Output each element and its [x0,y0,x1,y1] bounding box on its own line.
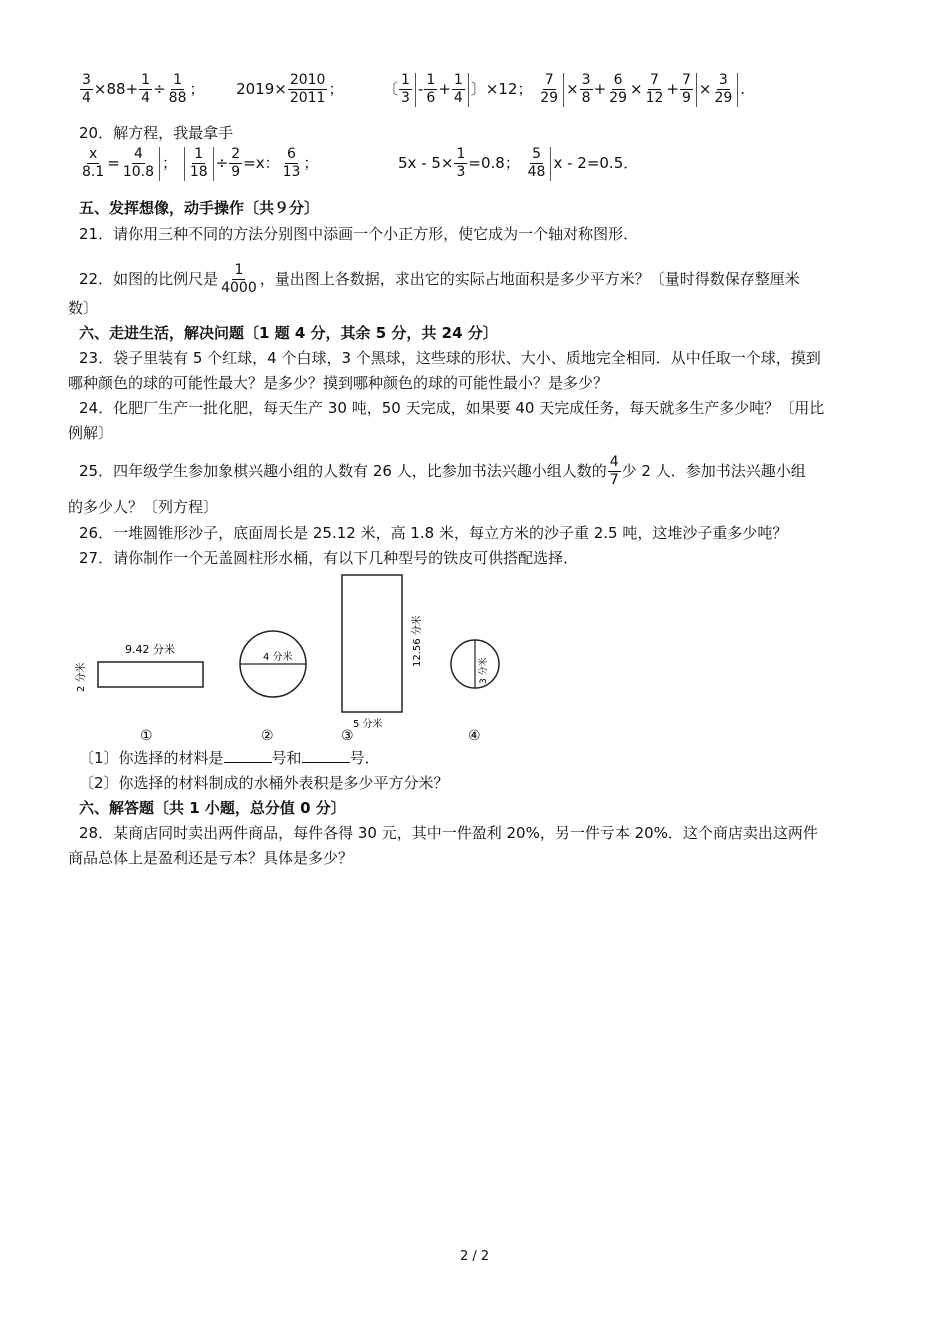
shape-3-number: ③ [341,728,354,744]
q22-cont: 数〕 [68,299,99,317]
q20-eq1: $\frac{x}{8.1}$ = $\frac{4}{10.8}$ ； [82,146,178,180]
q24-line2: 例解〕 [68,424,114,442]
shape-4-number: ④ [468,728,481,744]
shape-2-number: ② [261,728,274,744]
q24-line1: 24．化肥厂生产一批化肥，每天生产 30 吨，50 天完成，如果要 40 天完成任务，每天就多生产多少吨？〔用比 [79,399,825,417]
shape-3-rectangle [342,575,402,712]
q19-expr1: $\frac{3}{4}$ ×88+ $\frac{1}{4}$ ÷ $\frac{1}{88}$ ； [82,72,205,106]
q20-eq4: $\frac{5}{48}$ x - 2=0.5． [527,146,639,180]
shape-2-label: 4 分米 [263,652,293,663]
shape-3-bottom-label: 5 分米 [353,719,383,730]
q23-line1: 23．袋子里装有 5 个红球，4 个白球，3 个黑球，这些球的形状、大小、质地完全相同．从中任取一个球，摸到 [79,349,821,367]
section-6b-heading: 六、解答题〔共 1 小题，总分值 0 分〕 [79,799,346,817]
q20-eq2: $\frac{1}{18}$ ÷ $\frac{2}{9}$ =x： $\frac{6}{13}$ ； [182,154,323,172]
section-6-heading: 六、走进生活，解决问题〔1 题 4 分，其余 5 分，共 24 分〕 [79,324,498,342]
shape-1-number: ① [140,728,153,744]
section-5-heading: 五、发挥想像，动手操作〔共９分〕 [79,199,320,217]
q21: 21．请你用三种不同的方法分别图中添画一个小正方形，使它成为一个轴对称图形． [79,225,639,243]
q19-expressions [79,72,745,107]
q27-part1: 〔1〕你选择的材料是 号和 号． [79,749,380,767]
q27: 27．请你制作一个无盖圆柱形水桶，有以下几种型号的铁皮可供搭配选择． [79,549,579,567]
q25: 25．四年级学生参加象棋兴趣小组的人数有 26 人，比参加书法兴趣小组人数的 $\frac{4}{7}$ 少 2 人．参加书法兴趣小组 [79,454,806,488]
material-blank-1[interactable] [224,748,272,763]
materials-figure [70,572,530,747]
q22: 22．如图的比例尺是 $\frac{1}{4000}$ ，量出图上各数据，求出它的实际占地面积是多少平方米？〔量时得数保存整厘米 [79,262,800,296]
shape-4-label: 3 分米 [479,657,489,684]
q28-line2: 商品总体上是盈利还是亏本？具体是多少？ [68,849,354,867]
shape-1-side-label: 2 分米 [76,662,87,692]
q19-expr4: $\frac{7}{29}$ × $\frac{3}{8}$ + $\frac{6}{29}$ × $\frac{7}{12}$ + $\frac{7}{9}$ × $\frac{3}{29}$ . [540,72,746,106]
shape-1-rectangle [98,662,203,687]
q25-cont: 的多少人？〔列方程〕 [68,498,219,516]
q20-eq3: 5x - 5× $\frac{1}{3}$ =0.8； [398,146,520,180]
q28-line1: 28．某商店同时卖出两件商品，每件各得 30 元，其中一件盈利 20%，另一件亏本 20%．这个商店卖出这两件 [79,824,818,842]
q19-expr2: 2019× $\frac{2010}{2011}$ ； [236,72,344,106]
q20-title: 20．解方程，我最拿手 [79,124,234,142]
q19-expr3: 〔 $\frac{1}{3}$ - $\frac{1}{6}$ + $\frac{1}{4}$ 〕×12； [383,72,533,106]
q26: 26．一堆圆锥形沙子，底面周长是 25.12 米，高 1.8 米，每立方米的沙子重 2.5 吨，这堆沙子重多少吨？ [79,524,788,542]
shape-1-top-label: 9.42 分米 [125,643,175,656]
page-number: 2 / 2 [460,1249,490,1264]
q20-equations [79,146,638,181]
q27-part2: 〔2〕你选择的材料制成的水桶外表积是多少平方分米？ [79,774,449,792]
material-blank-2[interactable] [302,748,350,763]
shape-3-side-label: 12.56 分米 [412,615,423,667]
q23-line2: 哪种颜色的球的可能性最大？是多少？摸到哪种颜色的球的可能性最小？是多少？ [68,374,609,392]
